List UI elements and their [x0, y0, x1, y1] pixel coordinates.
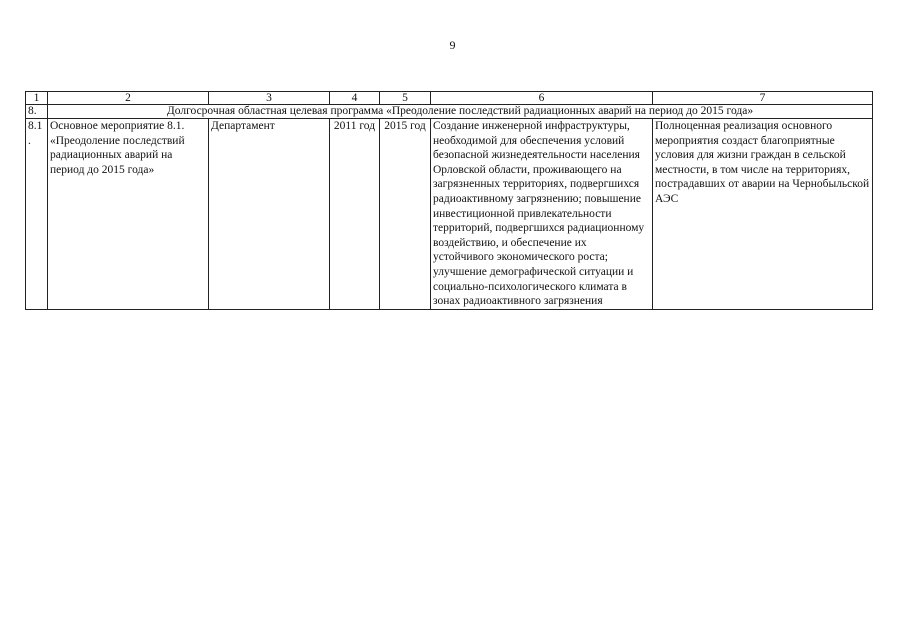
- row-number: 8.1.: [26, 119, 48, 310]
- column-number-1: 1: [26, 92, 48, 105]
- column-number-3: 3: [209, 92, 330, 105]
- section-number: 8.: [26, 105, 48, 119]
- executor-cell: Департамент: [209, 119, 330, 310]
- section-row: [26, 105, 873, 119]
- column-number-6: 6: [431, 92, 653, 105]
- activity-cell: Основное мероприятие 8.1. «Преодоление последствий радиационных аварий на период до 2015 года»: [48, 119, 209, 310]
- page-number: 9: [449, 38, 456, 52]
- consequences-cell: Полноценная реализация основного мероприятия создаст благоприятные условия для жизни граждан в сельской местности, в том числе на территориях, пострадавших от аварии на Чернобыльской АЭС: [653, 119, 873, 310]
- end-year-cell: 2015 год: [380, 119, 431, 310]
- column-number-7: 7: [653, 92, 873, 105]
- column-number-2: 2: [48, 92, 209, 105]
- expected-result-cell: Создание инженерной инфраструктуры, необходимой для обеспечения условий безопасной жизнедеятельности населения Орловской области, проживающего на загрязненных территориях, подвергшихся радиоактивному загрязнению; повышение инвестиционной привлекательности территорий, подвергшихся радиационному воздействию, и обеспечение их устойчивого экономического роста; улучшение демографической ситуации и социально-психологического климата в зонах радиоактивного загрязнения: [431, 119, 653, 310]
- table-row: [26, 119, 873, 310]
- column-number-row: [26, 92, 873, 105]
- column-number-4: 4: [330, 92, 380, 105]
- program-table: [25, 91, 873, 310]
- start-year-cell: 2011 год: [330, 119, 380, 310]
- section-title: Долгосрочная областная целевая программа «Преодоление последствий радиационных аварий на период до 2015 года»: [48, 105, 873, 119]
- column-number-5: 5: [380, 92, 431, 105]
